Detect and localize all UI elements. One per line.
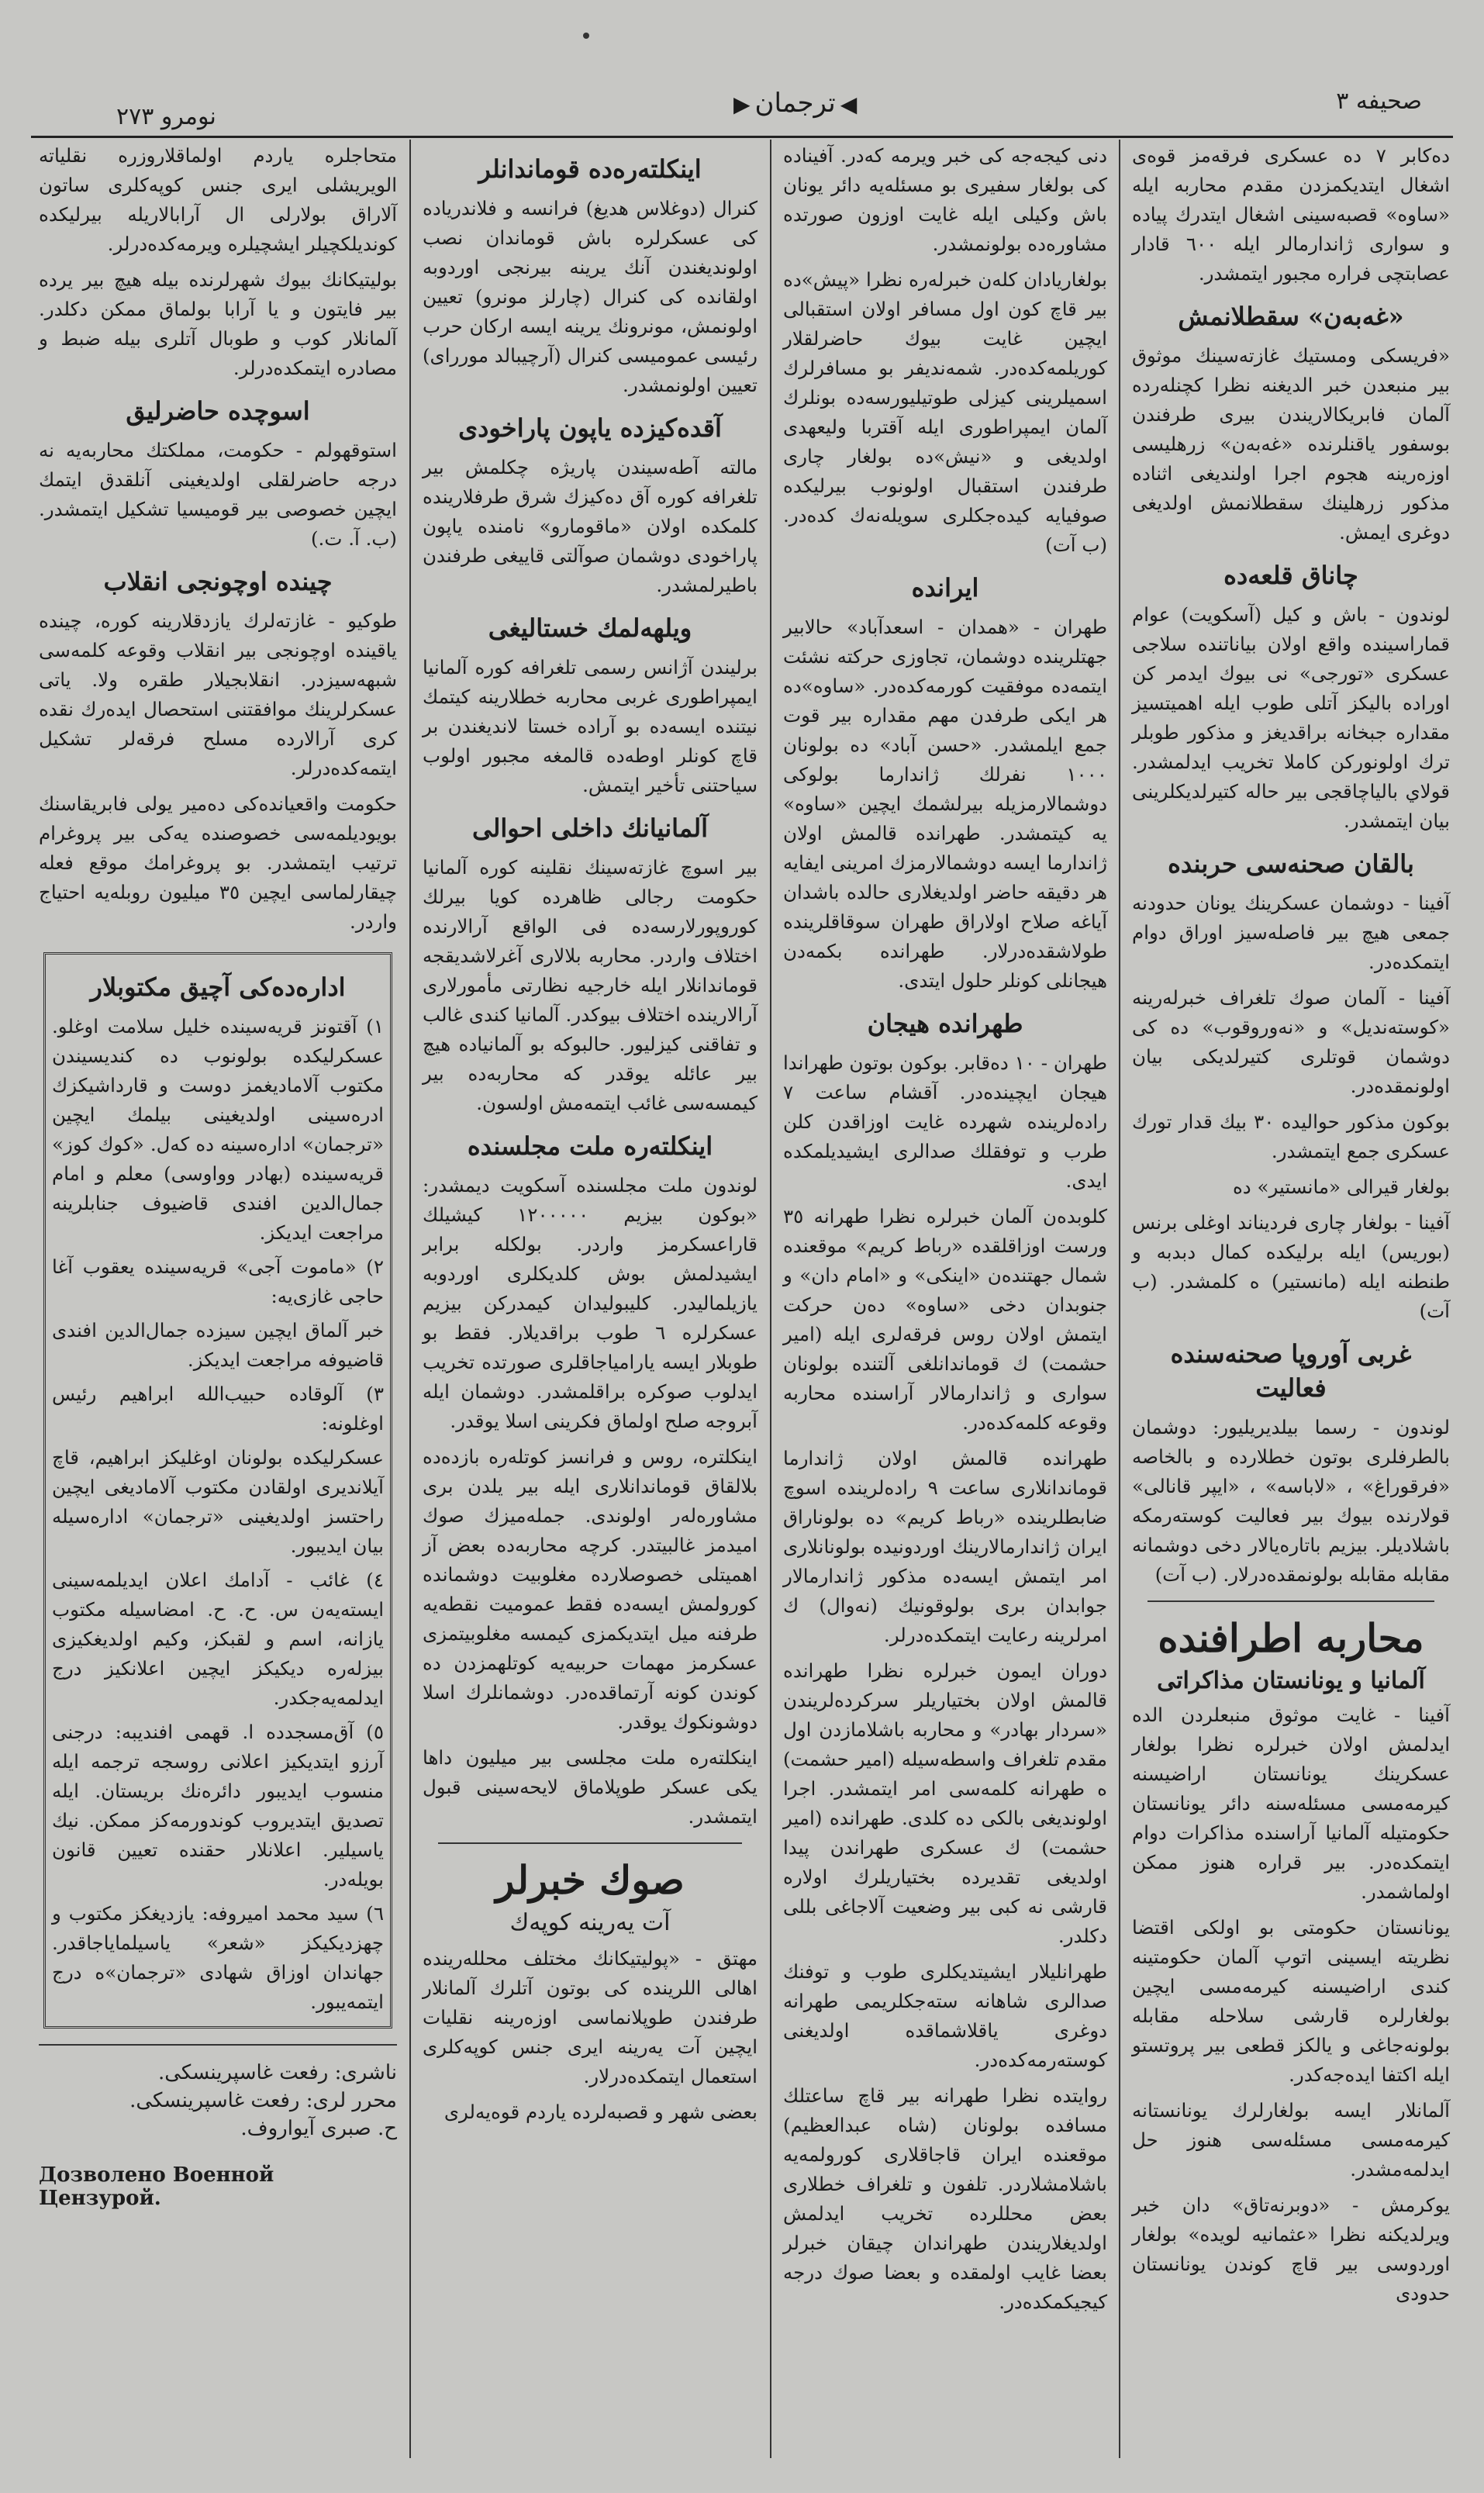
article-paragraph: دنی كیجەجە كی خبر ویرمە كەدر. آفیناده كی بولغار سفیری بو مسئلەیە دائر یونان باش وكیلی ایلە غایت اوزون صورتده مشاورەده بولونمشدر. — [783, 144, 1107, 255]
article-paragraph: استوقهولم - حكومت، مملكتك محاربەیه نه درجه حاضرلقلی اولدیغینی آنلقدق ایتمك ایچین خصوصی بیر قومیسیا تشكیل ایتمشدر. (ب. آ. ت.) — [39, 439, 397, 550]
article-paragraph: «فریسكی ومستیك غازتەسینك موثوق بیر منبعدن خبر الدیغنە نظرا كچنلەرده آلمان فابریكالاریندن بیری طرفندن بوسفور یاقنلرندە «غەبەن» زرهلیسی اوزەرینە هجوم اجرا اولندیغی اثنادە مذكور زرهلینك سقطلانمش اولدیغی دوغری ایمش. — [1132, 344, 1450, 544]
article-paragraph: طوكیو - غازتەلرك یازدقلارینە كوره، چیندە یاقیندە اوچونجی بیر انقلاب وقوعە كلمەسی شبهەسیزدر. انقلابجیلار طقره ولا. یاتی عسكرلرینك موافقتنی استحصال ایدەرك نقده كری آرالارده مسلح فرقەلر تشكیل ایتمەكدەدرلر. — [39, 609, 397, 779]
article-paragraph: بولغاریادان كلەن خبرلەره نظرا «پیش»دە بیر قاچ كون اول مسافر اولان استقبالی ایچین غایت بیوك حاضرلقلار كوریلمەكدەدر. شمەندیفر بو مسافرلرك اسمیلرینی كیزلی طوتیلیورسەده بونلرك آلمان ایمپراطوری ایلە آقتربا ولیعهدی اولدیغی و «نیش»دە بولغار چاری طرفندن استقبال اولونوب بیرلیكده صوفیایە كیدەجكلری سویلەنەك كدەدر. (ب آت) — [783, 268, 1107, 556]
arrow-left-icon: ◀ — [840, 92, 858, 117]
censor-approval: Дозволено Военной Цензурой. — [39, 2163, 274, 2210]
divider — [1148, 1600, 1434, 1602]
article-paragraph: طهران - ١٠ دەقابر. بوكون بوتون طهراندا هیجان ایچیندەدر. آقشام ساعت ٧ رادەلرینده شهرده غایت اوزاقدن كلن طرب و توفقلك صدالری ایشیدیلمكدە ایدی. — [783, 1051, 1107, 1192]
article-heading: ادارەدەكی آچیق مكتوبلار — [90, 972, 346, 1002]
column-rule — [409, 140, 411, 2458]
article-paragraph: بیر اسوچ غازتەسینك نقلینە كوره آلمانیا حكومت رجالی ظاهرده كویا بیرلك كوروپورلارسەده فی الواقع آرالارنده اختلاف واردر. محاربه بلالاری آغرلاشدیقجە قوماندانلار ایلە خارجیە نظارتی مأمورلاری آرالارینده اختلاف بیوكدر. آلمانیا كندی غالب و تفاقنی كیزلیور. حالبوكە بو آلمانیاده هیچ بیر عائلە یوقدر كه محاربەدە بیر كیمسەسی غائب ایتمەمش اولسون. — [423, 856, 758, 1114]
article-paragraph: حكومت واقعیاندەكی دەمیر یولی فابریقاسنك بویودیلمەسی خصوصندە یه‌كی بیر پروغرام ترتیب ایتمشدر. بو پروغرامك موقع فعلە چیقارلماسی ایچین ٣٥ میلیون روبلەیە احتیاج واردر. — [39, 792, 397, 933]
arrow-right-icon: ▶ — [733, 92, 751, 117]
publisher-name: رفعت غاسپرینسكی. — [157, 2061, 329, 2084]
letter-item: عسكرلیكدە بولونان اوغلیكز ابراهیم، قاچ آیلاندیری اولقادن مكتوب آلامادیغی ایچین راحتسز اولدیغینی «ترجمان» ادارەسیلە بیان ایدیبور. — [52, 1446, 384, 1557]
column-rule — [770, 140, 771, 2458]
article-paragraph: كنرال (دوغلاس هدیغ) فرانسە و فلاندریاده كی عسكرلرە باش قوماندان نصب اولوندیغندن آنك یرینە بیرنجی اوردوبە اولقاندە كی كنرال (چارلز مونرو) تعیین اولونمش، مونرونك یرینه ایسە ارکان حرب رئیسی عمومیسی كنرال (آرچیبالد موررای) تعیین اولونمشدر. — [423, 197, 758, 396]
editors-label: محرر لری: — [305, 2089, 397, 2112]
article-heading: اسوچدە حاضرلیق — [126, 396, 310, 426]
article-heading: آلمانیانك داخلی احوالی — [471, 813, 709, 843]
letter-item: ٤) غائب - آدامك اعلان ایدیلمەسینی ایستەیەن س. ح. ح. امضاسیلە مكتوب یازانە، اسم و لقبكز، وكیم اولدیغكیزی بیزلەرە دیكیكز ایچین اعلانكیز درج ایدلمەیەجكدر. — [52, 1569, 384, 1709]
article-paragraph: متحاجلره یاردم اولماقلاروزره نقلیاتە الویریشلی ایری جنس كوپەكلری ساتون آلاراق بولارلی ال آرابالاریلە بیرلیكده كوندیلكچیلر ایشچیلره ویرمەكدەدرلر. — [39, 144, 397, 255]
article-heading: چیندە اوچونجی انقلاب — [103, 567, 333, 596]
ink-dot — [583, 33, 589, 39]
letter-item: ٣) آلوقادە حبیب‌الله ابراهیم رئیس اوغلونە: — [52, 1383, 384, 1435]
letter-item: ١) آقتونز قریەسیندە خلیل سلامت اوغلو. عسكرلیكدە بولونوب ده كندیسیندن مكتوب آلامادیغمز دوست و قارداشیكزك ادرەسینی اولدیغینی بیلمك ایچین «ترجمان» ادارەسینە ده كەل. «كوك كوز» قریەسینده (بهادر وواوسی) معلم و امام جمال‌الدین افندی قاضیوف جنابلرینە مراجعت ایدیكز. — [52, 1015, 384, 1244]
newspaper-title — [729, 88, 861, 119]
imprint — [39, 2044, 397, 2210]
open-letters-box — [43, 952, 392, 2029]
article-paragraph: بولیتیكانك بیوك شهرلرنده بیله هیچ بیر یرده بیر فایتون و یا آرابا بولماق ممكن دكلدر. آلمانلار كوب و طوبال آتلری بیله ضبط و مصادره ایتمكدەدرلر. — [39, 268, 397, 379]
article-heading: ایراندە — [911, 573, 979, 603]
article-heading: غربی آوروپا صحنەسندە فعالیت — [1170, 1339, 1412, 1403]
article-paragraph: روایتده نظرا طهرانه بیر قاچ ساعتلك مسافده بولونان (شاه عبدالعظیم) موقعنده ایران قاجاقلاری كورولمەیە باشلامشلاردر. تلفون و تلغراف خطلاری بعض محللرده تخریب ایدلمش اولدیغلاریندن طهراندان چیقان خبرلر بعضا غایب اولمقده و بعضا صوك درجه كیجیكمكدەدر. — [783, 2084, 1107, 2313]
article-paragraph: آفینا - دوشمان عسكرینك یونان حدودنە جمعی هیچ بیر فاصلەسیز اوراق دوام ایتمكدەدر. — [1132, 892, 1450, 973]
article-paragraph: آفینا - غایت موثوق منبعلردن الدە ایدلمش اولان خبرلره نظرا بولغار عسكرینك یونانستان اراضیسنه كیرمەمسی مسئلەسنه دائر یونانستان حكومتیلە آلمانیا آراسنده مذاكرات دوام ایتمكدەدر. بیر قراره هنوز ممكن اولماشمدر. — [1132, 1704, 1450, 1903]
divider — [438, 1842, 742, 1844]
article-paragraph: آفینا - بولغار چاری فردیناند اوغلی برنس (بوریس) ایلە برلیكده كمال دبدبه و طنطنە ایلە (مانستیر) ە كلمشدر. (ب آت) — [1132, 1211, 1450, 1322]
article-paragraph: یونانستان حكومتی بو اولكی اقتضا نظریتە ایسینی اتوپ آلمان حكومتینه كندی اراضیسنه كیرمەمسی ایچین بولغارلره قارشی سلاحلە مقابلە بولونەجاغی و یالكز قطعی بیر پروتستو ایلە اكتفا ایدەجەكدر. — [1132, 1916, 1450, 2086]
editors-line-2 — [39, 2117, 397, 2140]
masthead — [31, 74, 1453, 138]
article-paragraph: مهتق - «پولیتیكانك مختلف محللەرینده اهالی اللرینده كی بوتون آتلرك آلمانلار طرفندن طوپلانماسی اوزەرینە نقلیات ایچین آت یەرینە ایری جنس كوپەكلری استعمال ایتمكدەدرلار. — [423, 1947, 758, 2087]
article-paragraph: بعضی شهر و قصبەلردە یاردم قوەیەلری — [443, 2101, 758, 2123]
article-paragraph: لوندون - باش و كیل (آسكویت) عوام قماراسیندە واقع اولان بیاناتنده سلاجی عسكری «تورجی» نی بیوك ایدمر كن اوراده بالیكز آتلی طوب ایلە اهمیتسیز مقداره جبخانە براقدیغز و مذكور طوبلر ترك اولونوركن كاملا تخریب ایدلمشدر. قولاي بالیاچاقجی بیر حالە كتیرلدیكلرینی بیان ایتمشدر. — [1132, 603, 1450, 832]
publisher-line — [39, 2061, 397, 2084]
page-number: صحیفه ٣ — [1336, 88, 1422, 115]
section-subheading: آت یەرینە كوپەك — [509, 1909, 671, 1936]
article-paragraph: اینكلتره، روس و فرانسز كوتلەره بازدەده بلالقاق قوماندانلاری ایلە بیر یلدن بری مشاورەلەر اولوندی. جملەمیزك صوك امیدمز غالبیتدر. كرچه محاربەده بعض آز اهمیتلی خصوصلاردە مغلوبیت دوشمانده كورولمش ایسەده فقط عمومیت نقطەیه طرفنه میل ایتدیكمزی كیمسە مغلوبیتمزی عسكرمز مهمات حربیەیه كوتلهمزدن ده كوندن كونه آرتماقدەدر. دوشمانلرك اسلا دوشونكوك یوقدر. — [423, 1445, 758, 1733]
column-2 — [775, 141, 1115, 2464]
editor-name: رفعت غاسپرینسكی. — [129, 2089, 300, 2112]
article-heading: «غەبەن» سقطلانمش — [1178, 302, 1404, 331]
article-paragraph: طهرانده قالمش اولان ژاندارما قوماندانلاری ساعت ٩ رادەلرینده اسوچ ضابطلرینده «رباط كریم» دە بولوناراق ایران ژاندارمالارینك اوردونیدە بولونانلاری امر ایتمش ایسه‌ده مذكور ژاندارمالار جوابدان بری بولوقونیك (نەوال) ك امرلرینە رعایت ایتمكدەدرلر. — [783, 1447, 1107, 1646]
article-paragraph: آفینا - آلمان صوك تلغراف خبرلەرینە «كوستەندیل» و «نەوروقوب» دە كی دوشمان قوتلری كتیرلدیكی بیان اولونمقدەدر. — [1132, 986, 1450, 1097]
article-paragraph: لوندون ملت مجلسندە آسكویت دیمشدر: «بوكون بیزیم ١٢٠٠٠٠٠ كیشیلك قاراعسكرمز واردر. بولكله برابر ایشیدلمش بوش كلدیكلری اوردوبە یازیلمالیدر. كلیبولیدان كیمدركن بیزیم عسكرلره ٦ طوب براقدیلار. فقط بو طوبلار ایسه یارامیاجاقلری صورتده تخریب ایدلوب صوكرە براقلمشدر. دوشمان ایلە آبروجه صلح اولماق فكرینی اسلا یوقدر. — [423, 1174, 758, 1432]
editor-name: ح. صبری آیواروف. — [240, 2117, 397, 2140]
article-paragraph: طهرانلیلار ایشیتدیكلری طوب و توفنك صدالری شاهانه ستەجكلریمی طهرانه دوغری یاقلاشماقده اولدیغنی كوستەرمەكدەدر. — [783, 1960, 1107, 2071]
column-rule — [1119, 140, 1120, 2458]
letter-item: ٥) آق‌مسجدده ا. قهمی افندیبە: درجنی آرزو ایتدیكیز اعلانی روسجه ترجمە ایلە منسوب ایدیبور دائرەنك بریستان. ایلە تصدیق ایتدیروب كوندورمەكز ممكن. نیك یاسیلیر. اعلانلار حقندە تعیین قانون بویلەدر. — [52, 1721, 384, 1890]
article-paragraph: برلیندن آژانس رسمی تلغرافه كوره آلمانیا ایمپراطوری غربی محاربە خطلارینه كیتمك نیتنده ایسه‌ده بو آراده خستا لاندیغندن بر قاچ كونلر اوطەده قالمغه مجبور اولوب سیاحتنی تأخیر ایتمش. — [423, 656, 758, 796]
article-paragraph: دوران ایمون خبرلره نظرا طهرانده قالمش اولان بختیاریلر سركردەلریندن «سردار بهادر» و محاربه باشلامازدن اول مقدم تلغراف واسطەسیلە (امیر حشمت) ه طهرانه كلمەسی امر ایتمشدر. اجرا اولوندیغی بالكی ده كلدی. طهرانده (امیر حشمت) ك عسكری طهراندن پیدا اولدیغی تقدیرده بختیاریلرك اولاره قارشی نه كبی بیر وضعیت آلاجاغی بللی دكلدر. — [783, 1659, 1107, 1947]
article-heading: چاناق قلعەدە — [1223, 561, 1358, 590]
article-paragraph: طهران - «همدان - اسعدآباد» حالابیر جهتلرینده دوشمان، تجاوزی حركتە نشئت ایتمەده موفقیت كورمەكدەدر. «ساوه»ده هر ایكی طرفدن مهم مقداره بیر قوت جمع ایلمشدر. «حسن آباد» ده بولونان ١٠٠٠ نفرلك ژاندارما بولوكی دوشمالارمزیله بیرلشمك ایچین «ساوه» یه كیتمشدر. طهراندە قالمش اولان ژاندارما ایسه دوشمالارمزك امرینی ایفایە هر دقیقە حاضر اولدیغلاری حالده باشدان آیاغە صلاح اولاراق طهران سوقاقلرینده طولاشقدەدرلار. طهرانده بكمەدن هیجانلی كونلر حلول ایتدی. — [783, 616, 1107, 992]
column-1 — [1124, 141, 1458, 2464]
article-paragraph: لوندون - رسما بیلدیریلیور: دوشمان بالطرفلری بوتون خطلارده و بالخاصە «فرقوراغ» ، «لاباسە» ، «ایپر قانالی» قولارنده بیوك بیر فعالیت كوستەرمكە باشلادیلر. بیزیم باتارەیالار دخی دوشمانە مقابلە مقابلە بولونمقدەدرلار. (ب آت) — [1132, 1416, 1450, 1586]
article-heading: بالقان صحنەسی حربندە — [1168, 849, 1414, 879]
newspaper-name: ترجمان — [754, 88, 836, 119]
article-heading: ویلهەلمك خستالیغی — [488, 613, 692, 643]
section-subheading: آلمانیا و یونانستان مذاكراتی — [1157, 1667, 1425, 1694]
article-paragraph: كلوبدەن آلمان خبرلره نظرا طهرانە ٣٥ ورست اوزاقلقدە «رباط كریم» موقعنده شمال جهتندەن «اینكی» و «امام دان» و جنوبدان دخی «ساوه» دەن حركت ایتمش اولان روس فرقەلری ایلە (امیر حشمت) ك قوماندانلغی آلتنده بولونان سواری و ژاندارمالار آراسندە محاربە وقوعه كلمەكدەدر. — [783, 1205, 1107, 1434]
letter-item: خبر آلماق ایچین سیزدە جمال‌الدین افندی قاضیوفە مراجعت ایدیكز. — [52, 1319, 384, 1371]
article-heading: طهراندە هیجان — [867, 1009, 1023, 1038]
section-heading: صوك خبرلر — [495, 1857, 685, 1903]
article-paragraph: مالتە آطەسیندن پاریژە چكلمش بیر تلغرافه كوره آق دەكیزك شرق طرفلارینده كلمكده اولان «ماقومارو» نامنده یاپون پاراخودی دوشمان صوآلتی قاییغی طرفندن باطیرلمشدر. — [423, 456, 758, 596]
article-heading: آقدەكیزدە یاپون پاراخودی — [458, 413, 722, 443]
article-paragraph: اینكلتەرە ملت مجلسی بیر میلیون داها یكی عسكر طوپلاماق لایحەسینی قبول ایتمشدر. — [423, 1746, 758, 1828]
article-paragraph: آلمانلار ایسە بولغارلرك یونانستانە كیرمەمسی مسئلەسی هنوز حل ایدلمەمشدر. — [1132, 2099, 1450, 2181]
article-paragraph: بوكون مذكور حوالیدە ٣٠ بیك قدار تورك عسكری جمع ایتمشدر. — [1132, 1110, 1450, 1162]
article-heading: اینكلتەرەدە قوماندانلر — [478, 154, 702, 184]
editors-line — [39, 2089, 397, 2112]
letter-item: ٢) «ماموت آجی» قریەسیندە یعقوب آغا حاجی غازی‌یە: — [52, 1255, 384, 1307]
publisher-label: ناشری: — [334, 2061, 397, 2084]
article-heading: اینكلتەرە ملت مجلسندە — [467, 1131, 713, 1161]
article-paragraph: دەكابر ٧ دە عسكری فرقەمز قوەی اشغال ایتدیكمزدن مقدم محاربە ایلە «ساوە» قصبەسینی اشغال ایتدرك پیادە و سواری ژاندارمالر ایلە ٦٠٠ قادار عصابتچی فراره مجبور ایتمشدر. — [1132, 144, 1450, 285]
article-paragraph: بولغار قیرالی «مانستیر» دە — [1232, 1176, 1450, 1198]
column-4 — [31, 141, 405, 2464]
letter-item: ٦) سید محمد امیروفە: یازدیغكز مكتوب و چهزدیكیكز «شعر» یاسیلمایاجاقدر. جهاندان اوزاق شهادی «ترجمان»ە درج ایتمەیبور. — [52, 1902, 384, 2013]
issue-number: نومرو ٢٧٣ — [116, 103, 216, 130]
section-heading: محاربە اطرافندە — [1158, 1615, 1424, 1661]
column-3 — [415, 141, 765, 2464]
article-paragraph: یوكرمش - «دوبرنەتاق» دان خبر ویرلدیكنه نظرا «عثمانیه لویدە» بولغار اوردوسی بیر قاچ كوندن یونانستان حدودی — [1132, 2194, 1450, 2305]
